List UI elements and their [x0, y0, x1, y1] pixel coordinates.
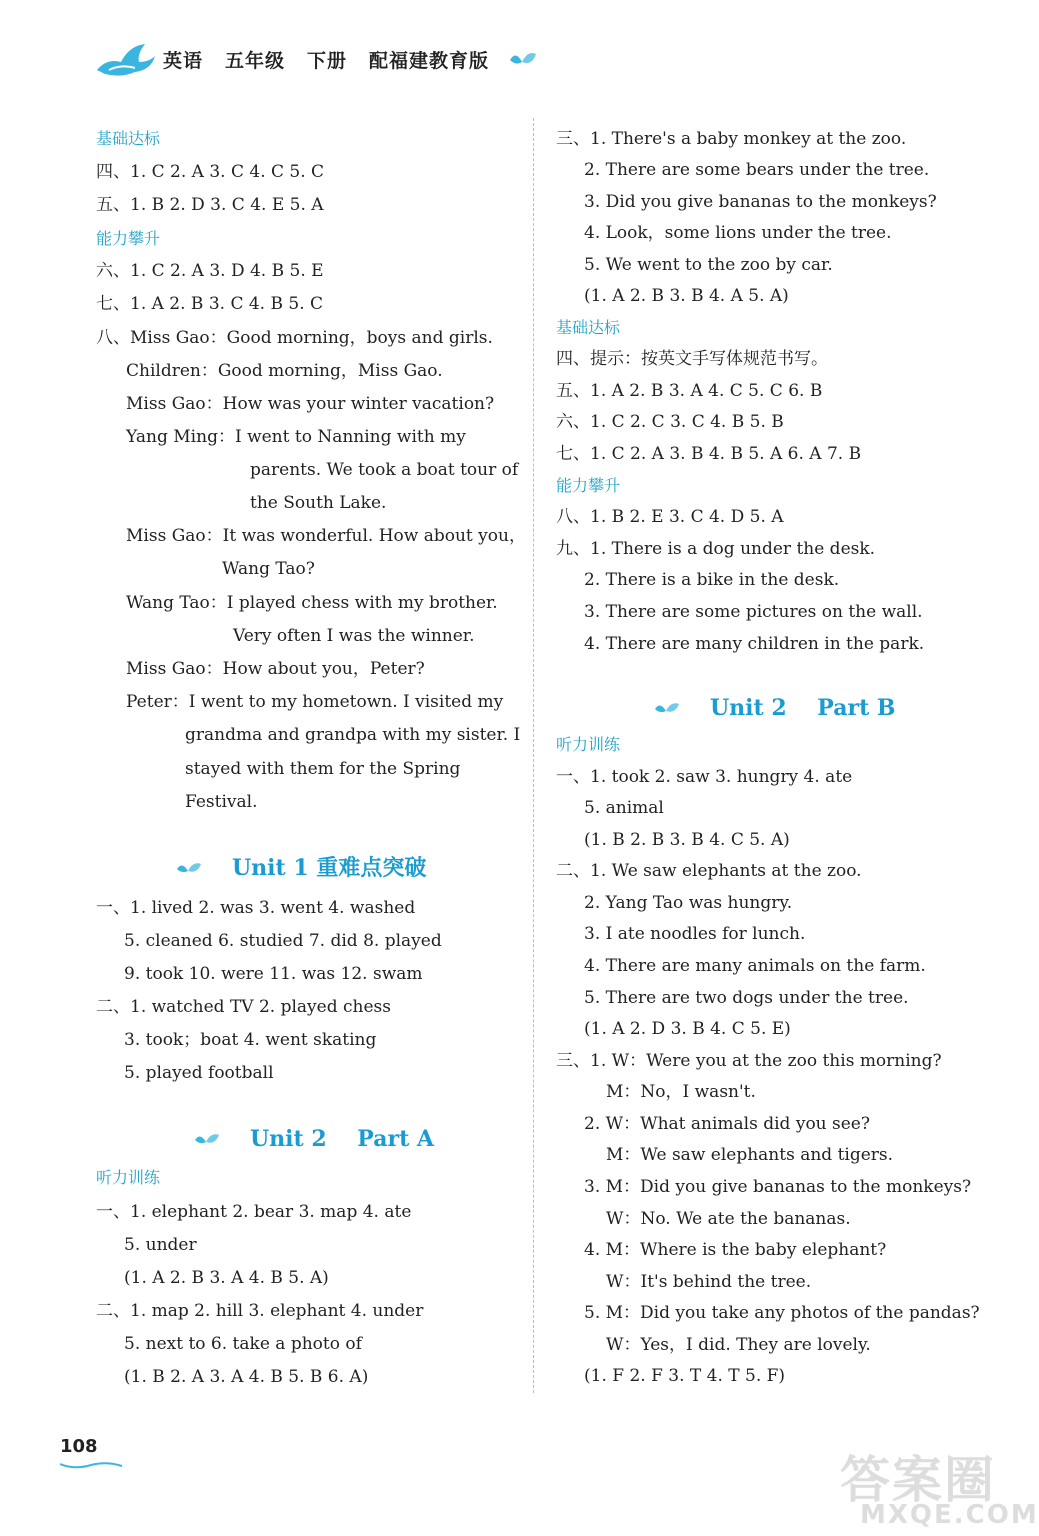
- answer-line: 二、1. watched TV 2. played chess: [96, 997, 391, 1017]
- answer-line: 5. next to 6. take a photo of: [124, 1334, 362, 1354]
- answer-line: 2. There are some bears under the tree.: [584, 160, 930, 180]
- dialogue-line: Festival.: [185, 792, 258, 812]
- dialogue-line: Very often I was the winner.: [233, 626, 475, 646]
- header-subject: 英语: [163, 50, 204, 72]
- unit-heading-text: Unit 2 Part A: [250, 1126, 434, 1152]
- answer-line: (1. B 2. B 3. B 4. C 5. A): [584, 830, 790, 850]
- answer-line: 2. There is a bike in the desk.: [584, 570, 840, 590]
- dialogue-line: parents. We took a boat tour of: [250, 460, 519, 480]
- answer-line: 3. Did you give bananas to the monkeys?: [584, 192, 937, 212]
- dialogue-line: W：It's behind the tree.: [606, 1272, 812, 1292]
- dialogue-line: Children：Good morning，Miss Gao.: [126, 361, 443, 381]
- leaf-icon: [654, 701, 680, 717]
- answer-line: 六、1. C 2. C 3. C 4. B 5. B: [556, 412, 784, 432]
- section-heading: 听力训练: [556, 735, 621, 754]
- dialogue-line: Miss Gao：It was wonderful. How about you，: [126, 526, 526, 546]
- dialogue-line: Yang Ming：I went to Nanning with my: [126, 427, 466, 447]
- answer-line: 五、1. B 2. D 3. C 4. E 5. A: [96, 195, 324, 215]
- answer-line: (1. B 2. A 3. A 4. B 5. B 6. A): [124, 1367, 369, 1387]
- watermark: [840, 1440, 1039, 1530]
- page-number-decoration: [60, 1462, 122, 1470]
- answer-line: 5. cleaned 6. studied 7. did 8. played: [124, 931, 442, 951]
- answer-line: 七、1. A 2. B 3. C 4. B 5. C: [96, 294, 324, 314]
- dialogue-line: the South Lake.: [250, 493, 387, 513]
- dialogue-line: 八、Miss Gao：Good morning，boys and girls.: [96, 328, 493, 348]
- answer-line: 五、1. A 2. B 3. A 4. C 5. C 6. B: [556, 381, 823, 401]
- section-heading: 能力攀升: [96, 229, 161, 248]
- section-heading: 基础达标: [96, 129, 161, 148]
- answer-line: 4. There are many children in the park.: [584, 634, 925, 654]
- dialogue-line: W：No. We ate the bananas.: [606, 1209, 851, 1229]
- dialogue-line: 3. M：Did you give bananas to the monkeys?: [584, 1177, 972, 1197]
- answer-line: 3. There are some pictures on the wall.: [584, 602, 923, 622]
- dialogue-line: Wang Tao?: [222, 559, 315, 579]
- unit-heading: [194, 1127, 434, 1151]
- answer-line: 4. Look，some lions under the tree.: [584, 223, 892, 243]
- dialogue-line: 4. M：Where is the baby elephant?: [584, 1240, 887, 1260]
- answer-line: 5. There are two dogs under the tree.: [584, 988, 909, 1008]
- page-number: 108: [60, 1436, 98, 1457]
- answer-line: 3. I ate noodles for lunch.: [584, 924, 806, 944]
- dialogue-line: Miss Gao：How about you，Peter?: [126, 659, 425, 679]
- answer-line: 5. under: [124, 1235, 197, 1255]
- answer-line: (1. A 2. D 3. B 4. C 5. E): [584, 1019, 791, 1039]
- answer-line: 二、1. We saw elephants at the zoo.: [556, 861, 862, 881]
- header-edition: 配福建教育版: [369, 50, 490, 72]
- section-heading: 听力训练: [96, 1168, 161, 1187]
- answer-line: 四、1. C 2. A 3. C 4. C 5. C: [96, 162, 325, 182]
- watermark-text: 答案圈: [840, 1451, 996, 1509]
- dialogue-line: W：Yes，I did. They are lovely.: [606, 1335, 871, 1355]
- answer-line: 一、1. took 2. saw 3. hungry 4. ate: [556, 767, 853, 787]
- watermark-site: MXQE.COM: [860, 1500, 1039, 1530]
- dialogue-line: Wang Tao：I played chess with my brother.: [126, 593, 498, 613]
- page-header: [95, 40, 575, 80]
- answer-line: 二、1. map 2. hill 3. elephant 4. under: [96, 1301, 424, 1321]
- section-heading: 基础达标: [556, 318, 621, 337]
- unit-heading: [654, 696, 896, 720]
- dialogue-line: M：We saw elephants and tigers.: [606, 1145, 894, 1165]
- unit-heading-text: Unit 1 重难点突破: [232, 855, 427, 881]
- unit-heading-text: Unit 2 Part B: [710, 695, 896, 721]
- answer-line: 三、1. There's a baby monkey at the zoo.: [556, 129, 907, 149]
- dialogue-line: grandma and grandpa with my sister. I: [185, 725, 521, 745]
- dialogue-line: Miss Gao：How was your winter vacation?: [126, 394, 495, 414]
- leaf-icon: [194, 1132, 220, 1148]
- answer-line: (1. A 2. B 3. B 4. A 5. A): [584, 286, 789, 306]
- answer-line: 一、1. elephant 2. bear 3. map 4. ate: [96, 1202, 412, 1222]
- answer-line: (1. A 2. B 3. A 4. B 5. A): [124, 1268, 329, 1288]
- answer-line: 六、1. C 2. A 3. D 4. B 5. E: [96, 261, 324, 281]
- answer-line: (1. F 2. F 3. T 4. T 5. F): [584, 1366, 786, 1386]
- header-grade: 五年级: [225, 50, 286, 72]
- answer-line: 5. We went to the zoo by car.: [584, 255, 833, 275]
- bird-logo-icon: [95, 40, 157, 80]
- answer-line: 9. took 10. were 11. was 12. swam: [124, 964, 423, 984]
- dialogue-line: M：No，I wasn't.: [606, 1082, 756, 1102]
- dialogue-line: 5. M：Did you take any photos of the pandas?: [584, 1303, 980, 1323]
- unit-heading: [176, 856, 426, 880]
- header-volume: 下册: [307, 50, 348, 72]
- column-divider: [533, 118, 534, 1393]
- answer-line: 一、1. lived 2. was 3. went 4. washed: [96, 898, 416, 918]
- answer-line: 4. There are many animals on the farm.: [584, 956, 926, 976]
- answer-line: 5. animal: [584, 798, 664, 818]
- leaf-icon: [176, 861, 202, 877]
- header-title: [163, 46, 511, 73]
- answer-line: 七、1. C 2. A 3. B 4. B 5. A 6. A 7. B: [556, 444, 862, 464]
- answer-line: 2. Yang Tao was hungry.: [584, 893, 793, 913]
- answer-line: 5. played football: [124, 1063, 274, 1083]
- answer-line: 四、提示：按英文手写体规范书写。: [556, 349, 828, 369]
- dialogue-line: 2. W：What animals did you see?: [584, 1114, 870, 1134]
- dialogue-line: stayed with them for the Spring: [185, 759, 461, 779]
- dialogue-line: 三、1. W：Were you at the zoo this morning?: [556, 1051, 942, 1071]
- answer-line: 九、1. There is a dog under the desk.: [556, 539, 876, 559]
- answer-line: 3. took；boat 4. went skating: [124, 1030, 377, 1050]
- section-heading: 能力攀升: [556, 476, 621, 495]
- answer-line: 八、1. B 2. E 3. C 4. D 5. A: [556, 507, 784, 527]
- dialogue-line: Peter：I went to my hometown. I visited my: [126, 692, 504, 712]
- leaf-icon: [508, 50, 538, 70]
